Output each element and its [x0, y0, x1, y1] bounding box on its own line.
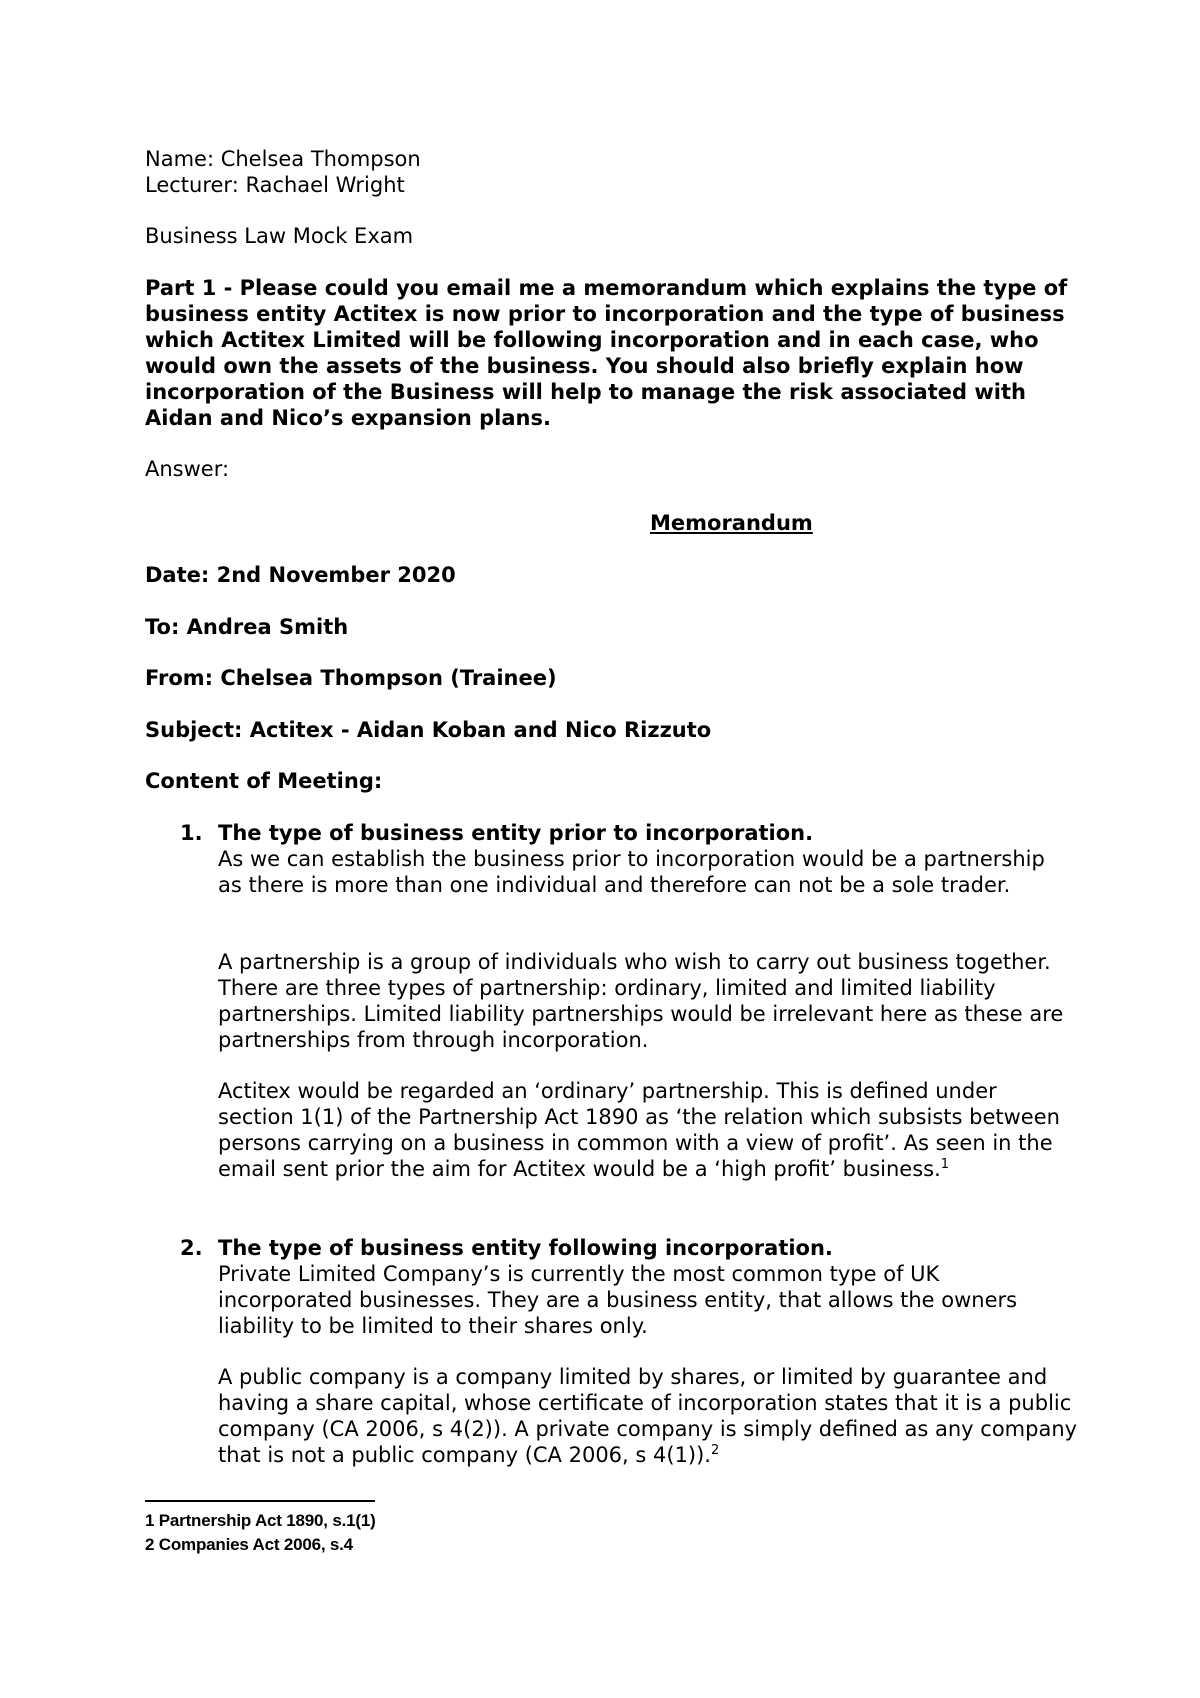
memo-date: Date: 2nd November 2020	[145, 563, 456, 587]
memorandum-heading: Memorandum	[650, 511, 813, 535]
section-1-paragraph-1: As we can establish the business prior to incorporation would be a partnership as there is more than one individual and therefore can not be a sole trader.	[218, 847, 1045, 897]
section-2-heading: The type of business entity following incorporation.	[218, 1236, 833, 1260]
section-2-number: 2.	[180, 1236, 203, 1260]
section-1-paragraph-3: Actitex would be regarded an ‘ordinary’ partnership. This is defined under section 1(1) of the Partnership Act 1890 as ‘the relation which subsists between persons carrying on a business in common with a view of profit’. As seen in the email sent prior the aim for Actitex would be a ‘high profit’ business.$^1$	[218, 1079, 1060, 1181]
lecturer-name: Lecturer: Rachael Wright	[145, 173, 405, 197]
section-1-heading: The type of business entity prior to incorporation.	[218, 821, 814, 845]
section-1-paragraph-2: A partnership is a group of individuals who wish to carry out business together. There are three types of partnership: ordinary, limited and limited liability partnerships. Limited liability partnerships would be irrelevant here as these are partnerships from through incorporation.	[218, 950, 1064, 1052]
section-1-number: 1.	[180, 821, 203, 845]
answer-label: Answer:	[145, 457, 230, 481]
student-name: Name: Chelsea Thompson	[145, 147, 421, 171]
footnote-divider	[145, 1500, 375, 1502]
content-label: Content of Meeting:	[145, 769, 383, 793]
footnote-ref-2[interactable]: 2	[711, 1443, 720, 1458]
section-2-paragraph-1: Private Limited Company’s is currently the most common type of UK incorporated businesses. They are a business entity, that allows the owners liability to be limited to their shares only.	[218, 1262, 1018, 1338]
memo-from: From: Chelsea Thompson (Trainee)	[145, 666, 557, 690]
question-text: Part 1 - Please could you email me a memorandum which explains the type of business entity Actitex is now prior to incorporation and the type of business which Actitex Limited will be following incorporation and in each case, who would own the assets of the business. You should also briefly explain how incorporation of the Business will help to manage the risk associated with Aidan and Nico’s expansion plans.	[145, 276, 1068, 430]
memo-to: To: Andrea Smith	[145, 615, 349, 639]
memo-subject: Subject: Actitex - Aidan Koban and Nico Rizzuto	[145, 718, 712, 742]
footnote-1: 1 Partnership Act 1890, s.1(1)	[145, 1511, 376, 1530]
footnote-2: 2 Companies Act 2006, s.4	[145, 1535, 353, 1554]
footnote-ref-1[interactable]: 1	[940, 1157, 950, 1172]
section-2-paragraph-2: A public company is a company limited by shares, or limited by guarantee and having a share capital, whose certificate of incorporation states that it is a public company (CA 2006, s 4(2)). A private company is simply defined as any company that is not a public company (CA 2006, s 4(1)).$^2$	[218, 1365, 1078, 1467]
exam-title: Business Law Mock Exam	[145, 224, 414, 248]
